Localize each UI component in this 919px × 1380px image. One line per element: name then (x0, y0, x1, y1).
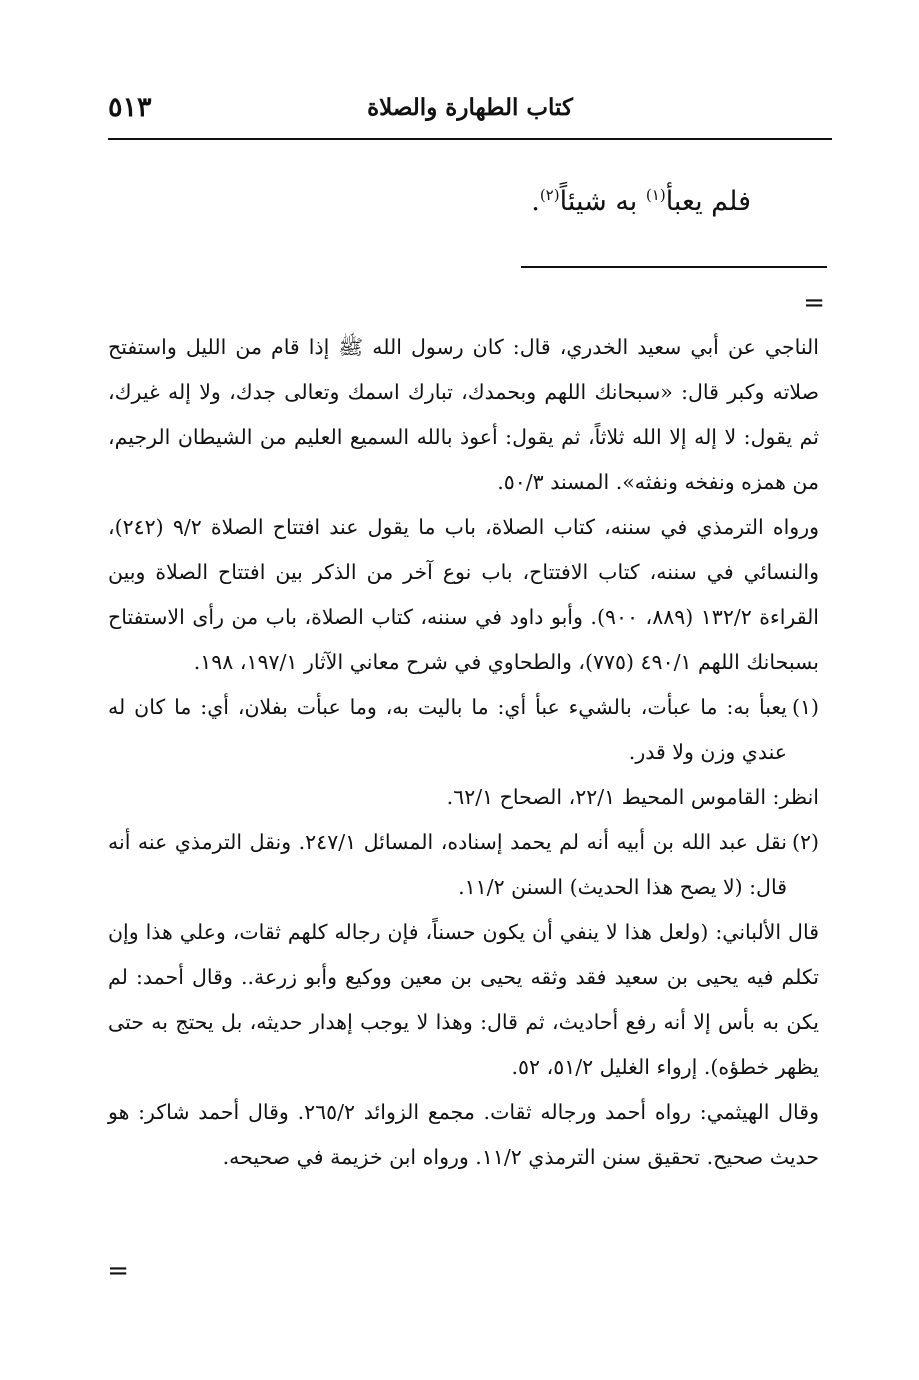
running-title: كتاب الطهارة والصلاة (367, 94, 573, 121)
footnote-2-haythami: وقال الهيثمي: رواه أحمد ورجاله ثقات. مجمع الزوائد ٢٦٥/٢. وقال أحمد شاكر: هو حديث صحيح. تحقيق سنن الترمذي ١١/٢. ورواه ابن خزيمة في صحيحه. (108, 1100, 819, 1169)
continuation-mark-top: = (803, 288, 825, 318)
footnote-separator (521, 266, 827, 268)
footnote-1 (108, 685, 819, 775)
footnote-2 (108, 820, 819, 910)
footnote-2-marker: (٢) (791, 830, 819, 854)
footnotes (108, 325, 819, 1180)
previous-note-paragraph-1: الناجي عن أبي سعيد الخدري، قال: كان رسول الله ﷺ إذا قام من الليل واستفتح صلاته وكبر قال: «سبحانك اللهم وبحمدك، تبارك اسمك وتعالى جدك، ولا إله غيرك، ثم يقول: لا إله إلا الله ثلاثاً، ثم يقول: أعوذ بالله السميع العليم من الشيطان الرجيم، من همزه ونفخه ونفثه». المسند ٥٠/٣. (108, 335, 819, 494)
main-text-part3: . (531, 186, 540, 217)
footnote-1-text: يعبأ به: ما عبأت، بالشيء عبأ أي: ما باليت به، وما عبأت بفلان، أي: ما كان له عندي وزن ولا قدر. (108, 695, 787, 764)
header-rule (108, 138, 832, 140)
main-text-part2: به شيئاً (559, 186, 646, 217)
main-text (531, 186, 751, 217)
page-header (108, 92, 832, 132)
previous-note-paragraph-2: ورواه الترمذي في سننه، كتاب الصلاة، باب ما يقول عند افتتاح الصلاة ٩/٢ (٢٤٢)، والنسائي في سننه، كتاب الافتتاح، باب نوع آخر من الذكر بين افتتاح الصلاة وبين القراءة ١٣٢/٢ (٨٨٩، ٩٠٠). وأبو داود في سننه، كتاب الصلاة، باب من رأى الاستفتاح بسبحانك اللهم ٤٩٠/١ (٧٧٥)، والطحاوي في شرح معاني الآثار ١٩٧/١، ١٩٨. (108, 515, 820, 674)
main-text-part1: فلم يعبأ (665, 186, 751, 217)
footnote-2-text: نقل عبد الله بن أبيه أنه لم يحمد إسناده، المسائل ٢٤٧/١. ونقل الترمذي عنه أنه قال: (لا يصح هذا الحديث) السنن ١١/٢. (108, 830, 788, 899)
footnote-1-marker: (١) (791, 695, 819, 719)
page-number: ٥١٣ (108, 92, 152, 123)
footnote-1-reference: انظر: القاموس المحيط ٢٢/١، الصحاح ٦٢/١. (446, 785, 819, 809)
footnote-ref-1: (١) (645, 186, 666, 204)
footnote-2-albani: قال الألباني: (ولعل هذا لا ينفي أن يكون حسناً، فإن رجاله كلهم ثقات، وعلي هذا وإن تكلم فيه يحيى بن سعيد فقد وثقه يحيى بن معين ووكيع وأبو زرعة.. وقال أحمد: لم يكن به بأس إلا أنه رفع أحاديث، ثم قال: وهذا لا يوجب إهدار حديثه، بل يحتج به حتى يظهر خطؤه). إرواء الغليل ٥١/٢، ٥٢. (108, 920, 819, 1079)
footnote-ref-2: (٢) (539, 186, 560, 204)
continuation-mark-bottom: = (107, 1256, 129, 1286)
